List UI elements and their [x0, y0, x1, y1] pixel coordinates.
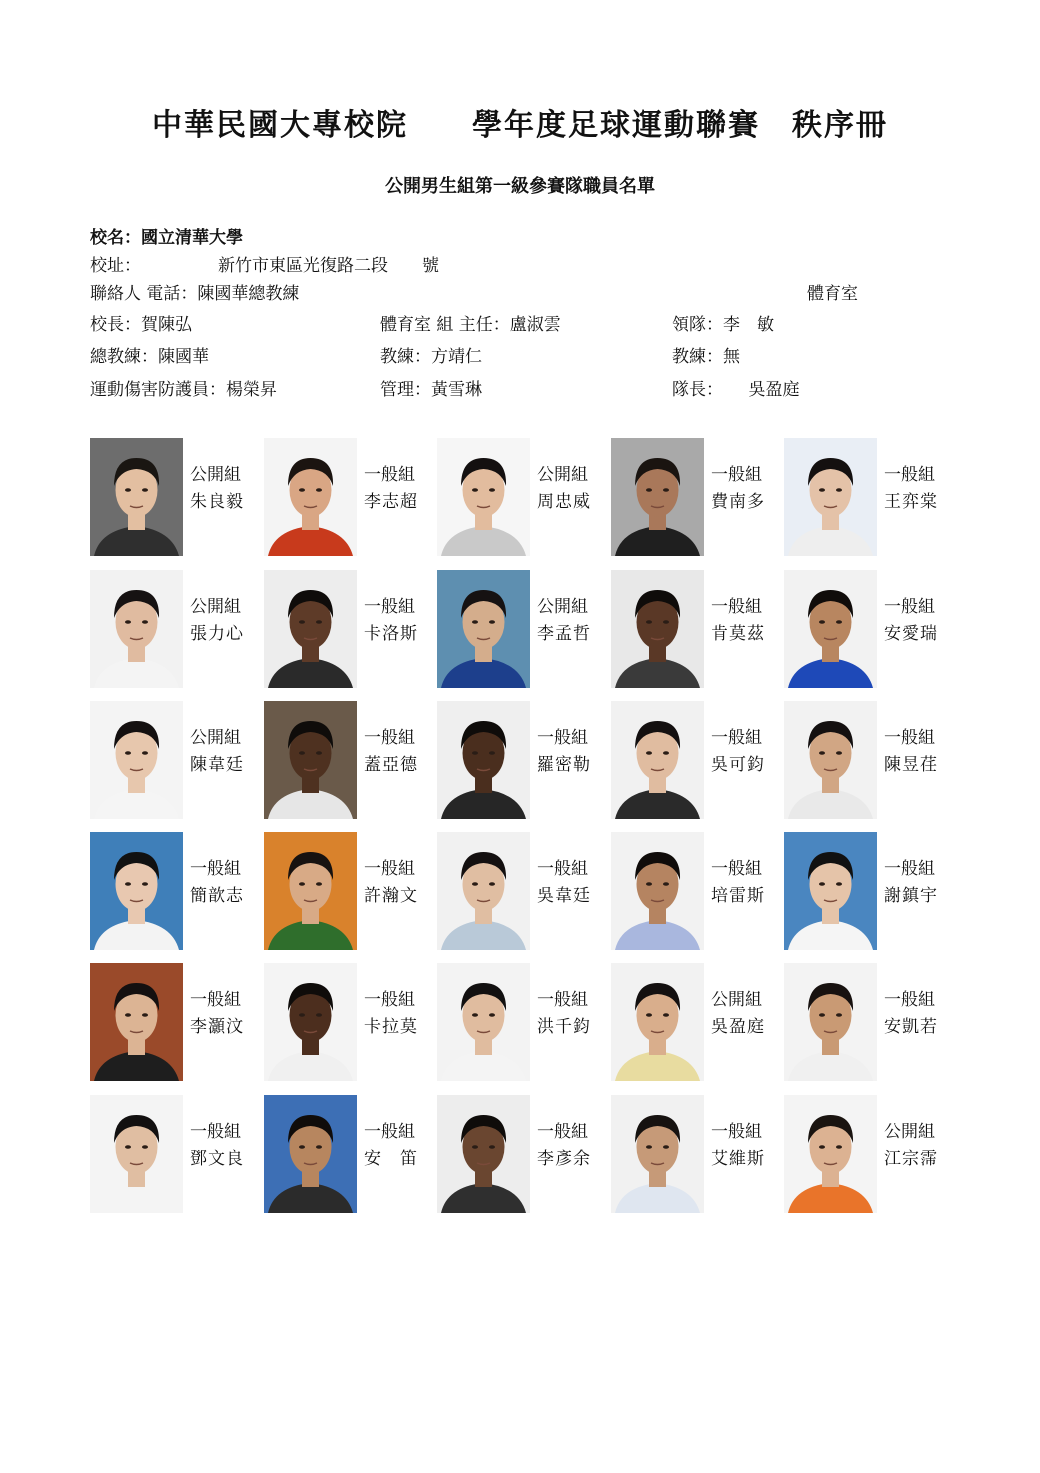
player-photo	[90, 963, 183, 1081]
player-group: 一般組	[364, 728, 415, 748]
player-name: 鄧文良	[190, 1149, 244, 1169]
player-group: 一般組	[364, 1122, 415, 1142]
player-name: 吳韋廷	[537, 886, 591, 906]
player-name: 羅密勒	[537, 755, 591, 775]
player-name: 張力心	[190, 624, 244, 644]
player-card	[90, 832, 260, 950]
player-group: 公開組	[711, 990, 762, 1010]
address-label: 校址：	[90, 256, 141, 276]
player-name: 許瀚文	[364, 886, 418, 906]
player-photo	[784, 570, 877, 688]
player-name: 謝鎮宇	[884, 886, 938, 906]
player-photo	[784, 438, 877, 556]
player-group: 一般組	[364, 597, 415, 617]
player-card	[784, 1095, 954, 1213]
player-card	[437, 701, 607, 819]
player-photo	[264, 832, 357, 950]
player-photo	[784, 1095, 877, 1213]
director: 體育室 組 主任：盧淑雲	[380, 315, 561, 335]
player-name: 安 笛	[364, 1149, 418, 1169]
player-card	[784, 438, 954, 556]
player-card	[784, 832, 954, 950]
player-card	[611, 963, 781, 1081]
team-leader: 領隊：李 敏	[672, 315, 774, 335]
player-photo	[437, 570, 530, 688]
player-group: 公開組	[537, 465, 588, 485]
player-card	[90, 963, 260, 1081]
manager: 管理：黃雪琳	[380, 380, 482, 400]
player-card	[264, 570, 434, 688]
player-photo	[437, 701, 530, 819]
player-group: 公開組	[190, 465, 241, 485]
player-photo	[611, 963, 704, 1081]
player-card	[264, 832, 434, 950]
player-group: 一般組	[537, 728, 588, 748]
player-card	[611, 832, 781, 950]
player-card	[611, 438, 781, 556]
player-name: 洪千鈞	[537, 1017, 591, 1037]
player-photo	[90, 832, 183, 950]
player-name: 朱良毅	[190, 492, 244, 512]
player-group: 一般組	[711, 465, 762, 485]
player-group: 公開組	[884, 1122, 935, 1142]
player-name: 陳韋廷	[190, 755, 244, 775]
player-name: 李志超	[364, 492, 418, 512]
contact-info: 聯絡人 電話：陳國華總教練	[90, 284, 300, 304]
player-name: 安凱若	[884, 1017, 938, 1037]
player-card	[611, 701, 781, 819]
player-photo	[264, 1095, 357, 1213]
player-group: 公開組	[537, 597, 588, 617]
player-photo	[784, 701, 877, 819]
principal: 校長：賀陳弘	[90, 315, 192, 335]
player-card	[437, 832, 607, 950]
player-photo	[264, 570, 357, 688]
player-name: 周忠威	[537, 492, 591, 512]
player-name: 卡洛斯	[364, 624, 418, 644]
player-card	[264, 701, 434, 819]
player-name: 卡拉莫	[364, 1017, 418, 1037]
player-group: 一般組	[537, 990, 588, 1010]
player-name: 王弈棠	[884, 492, 938, 512]
player-group: 公開組	[190, 728, 241, 748]
player-name: 費南多	[711, 492, 765, 512]
player-name: 蓋亞德	[364, 755, 418, 775]
player-photo	[611, 832, 704, 950]
player-photo	[784, 832, 877, 950]
player-card	[784, 963, 954, 1081]
player-photo	[437, 832, 530, 950]
player-photo	[264, 438, 357, 556]
page-title: 中華民國大專校院 學年度足球運動聯賽 秩序冊	[152, 108, 888, 143]
player-name: 李彥余	[537, 1149, 591, 1169]
player-group: 一般組	[884, 859, 935, 879]
player-card	[90, 701, 260, 819]
player-card	[90, 438, 260, 556]
player-photo	[90, 701, 183, 819]
athletic-trainer: 運動傷害防護員：楊榮昇	[90, 380, 277, 400]
player-name: 簡歆志	[190, 886, 244, 906]
player-card	[437, 438, 607, 556]
player-group: 一般組	[537, 859, 588, 879]
player-photo	[437, 963, 530, 1081]
player-photo	[611, 701, 704, 819]
page-subtitle: 公開男生組第一級參賽隊職員名單	[385, 176, 655, 197]
player-group: 一般組	[190, 1122, 241, 1142]
player-card	[611, 1095, 781, 1213]
player-group: 一般組	[884, 465, 935, 485]
player-card	[784, 701, 954, 819]
player-group: 一般組	[190, 859, 241, 879]
player-photo	[437, 438, 530, 556]
player-card	[437, 570, 607, 688]
player-photo	[264, 963, 357, 1081]
player-group: 一般組	[711, 1122, 762, 1142]
player-name: 李灝汶	[190, 1017, 244, 1037]
player-photo	[90, 1095, 183, 1213]
player-name: 安愛瑞	[884, 624, 938, 644]
player-name: 江宗霈	[884, 1149, 938, 1169]
captain: 隊長： 吳盈庭	[672, 380, 800, 400]
player-name: 陳昱荏	[884, 755, 938, 775]
player-group: 一般組	[537, 1122, 588, 1142]
head-coach: 總教練：陳國華	[90, 347, 209, 367]
player-group: 一般組	[364, 465, 415, 485]
player-group: 一般組	[711, 597, 762, 617]
player-group: 一般組	[884, 597, 935, 617]
player-card	[90, 1095, 260, 1213]
school-address: 新竹市東區光復路二段 號	[218, 256, 439, 276]
player-card	[264, 963, 434, 1081]
player-name: 吳盈庭	[711, 1017, 765, 1037]
coach: 教練：方靖仁	[380, 347, 482, 367]
player-card	[264, 438, 434, 556]
player-photo	[611, 570, 704, 688]
player-group: 一般組	[711, 859, 762, 879]
player-group: 一般組	[364, 990, 415, 1010]
player-card	[90, 570, 260, 688]
player-photo	[611, 1095, 704, 1213]
coach-2: 教練：無	[672, 347, 740, 367]
player-group: 一般組	[884, 728, 935, 748]
player-photo	[784, 963, 877, 1081]
school-name: 校名：國立清華大學	[90, 228, 243, 248]
player-name: 培雷斯	[711, 886, 765, 906]
player-name: 肯莫茲	[711, 624, 765, 644]
player-name: 吳可鈞	[711, 755, 765, 775]
player-card	[437, 1095, 607, 1213]
player-group: 公開組	[190, 597, 241, 617]
player-photo	[90, 438, 183, 556]
player-card	[784, 570, 954, 688]
player-card	[264, 1095, 434, 1213]
player-card	[437, 963, 607, 1081]
player-photo	[90, 570, 183, 688]
player-group: 一般組	[884, 990, 935, 1010]
player-name: 李孟哲	[537, 624, 591, 644]
player-group: 一般組	[711, 728, 762, 748]
player-photo	[264, 701, 357, 819]
player-name: 艾維斯	[711, 1149, 765, 1169]
player-photo	[437, 1095, 530, 1213]
player-group: 一般組	[190, 990, 241, 1010]
player-group: 一般組	[364, 859, 415, 879]
player-photo	[611, 438, 704, 556]
player-card	[611, 570, 781, 688]
office-label: 體育室	[807, 284, 858, 304]
